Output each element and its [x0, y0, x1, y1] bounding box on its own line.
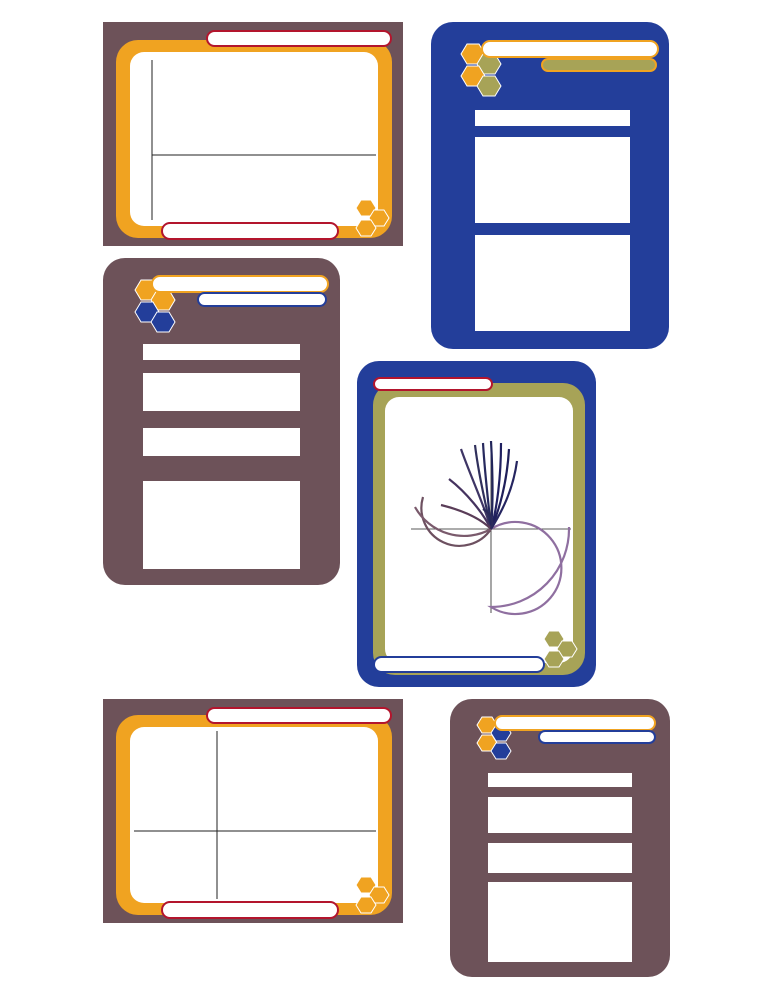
euler-front-card: [103, 699, 403, 923]
recursion-box: [488, 843, 632, 873]
hexagon-badge-icon: [347, 875, 391, 919]
euler-name-plate: [161, 901, 339, 919]
laguerre-brand-line2: [197, 292, 327, 307]
cyclotomic-back-card: [431, 22, 669, 349]
euler-plot: [130, 727, 378, 903]
importance-box: [475, 235, 630, 331]
plot-area: [130, 727, 378, 903]
laguerre-back-card: [103, 258, 340, 585]
laguerre-front-banner: [206, 30, 392, 47]
cyclotomic-brand-line1: [481, 40, 659, 58]
hexagon-badge-icon: [347, 198, 391, 242]
genfun-box: [488, 797, 632, 833]
laguerre-name-plate: [161, 222, 339, 240]
plot-area: [385, 397, 573, 663]
importance-box: [488, 882, 632, 962]
definition-box: [475, 137, 630, 223]
euler-front-banner: [206, 707, 392, 724]
plot-area: [130, 52, 378, 226]
euler-brand-line2: [538, 730, 656, 744]
laguerre-brand-line1: [151, 275, 329, 293]
hexagon-badge-icon: [535, 629, 581, 675]
importance-box: [143, 481, 300, 569]
cyclotomic-front-card: [357, 361, 596, 687]
laguerre-front-card: [103, 22, 403, 246]
euler-brand-line1: [494, 715, 656, 731]
cyclotomic-brand-line2: [541, 58, 657, 72]
euler-notation: [488, 773, 632, 787]
cyclotomic-polar-plot: [385, 397, 573, 663]
laguerre-plot: [130, 52, 378, 226]
recursion-formula: [143, 428, 300, 456]
cyclotomic-front-brand-line1: [373, 377, 493, 391]
genfun-box: [143, 373, 300, 411]
euler-back-card: [450, 699, 670, 977]
cyclotomic-notation: [475, 110, 630, 126]
laguerre-notation: [143, 344, 300, 360]
cyclotomic-name-plate: [373, 656, 545, 673]
